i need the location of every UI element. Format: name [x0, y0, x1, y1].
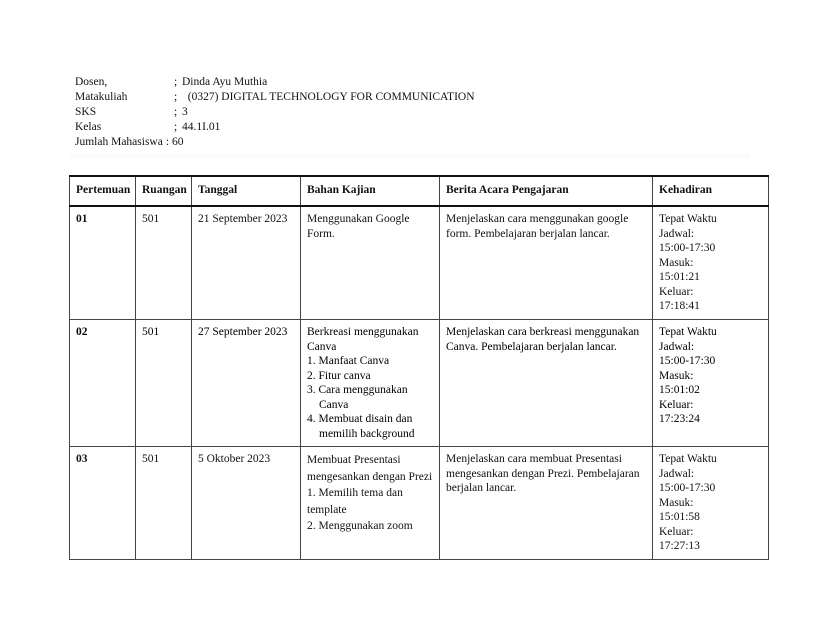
info-label: Kelas — [75, 121, 102, 133]
attendance-jadwal-label: Jadwal: — [659, 467, 695, 480]
cell-ruangan: 501 — [136, 206, 192, 320]
cell-ruangan: 501 — [136, 320, 192, 447]
column-header-tanggal: Tanggal — [192, 176, 301, 206]
info-separator: : — [165, 136, 170, 148]
cell-tanggal: 5 Oktober 2023 — [192, 447, 301, 560]
cell-kehadiran — [653, 320, 769, 447]
info-row-jumlah-mahasiswa — [75, 135, 475, 150]
info-value: 60 — [172, 136, 184, 148]
info-separator: ; — [174, 121, 178, 133]
bahan-kajian-text: Membuat Presentasi mengesankan dengan Prezi — [307, 454, 433, 483]
cell-tanggal: 21 September 2023 — [192, 206, 301, 320]
header-divider-band — [70, 154, 750, 164]
attendance-jadwal-label: Jadwal: — [659, 340, 695, 353]
topic-list — [307, 354, 433, 441]
info-row-sks — [75, 105, 475, 120]
cell-kehadiran — [653, 447, 769, 560]
table-row — [70, 447, 769, 560]
topic-list — [307, 485, 433, 535]
attendance-keluar-label: Keluar: — [659, 398, 694, 411]
info-row-dosen — [75, 75, 475, 90]
cell-bahan-kajian — [301, 206, 440, 320]
table-header-row — [70, 176, 769, 206]
list-item: 2. Fitur canva — [307, 369, 371, 382]
attendance-masuk: 15:01:58 — [659, 511, 700, 523]
table-row — [70, 320, 769, 447]
bahan-kajian-text: Menggunakan Google Form. — [307, 213, 410, 240]
info-value: 44.1I.01 — [182, 121, 221, 133]
info-separator: ; — [174, 106, 178, 118]
attendance-masuk-label: Masuk: — [659, 369, 694, 382]
cell-pertemuan: 03 — [70, 447, 136, 560]
column-header-ruangan: Ruangan — [136, 176, 192, 206]
list-item: 1. Manfaat Canva — [307, 355, 390, 367]
attendance-masuk: 15:01:21 — [659, 271, 700, 283]
cell-bahan-kajian — [301, 447, 440, 560]
schedule-table — [69, 175, 769, 560]
info-value: 3 — [182, 106, 188, 118]
attendance-jadwal: 15:00-17:30 — [659, 482, 716, 494]
bahan-kajian-text: Berkreasi menggunakan Canva — [307, 326, 419, 353]
attendance-keluar-label: Keluar: — [659, 285, 694, 298]
column-header-kehadiran: Kehadiran — [653, 176, 769, 206]
cell-berita-acara: Menjelaskan cara membuat Presentasi mengesankan dengan Prezi. Pembelajaran berjalan lancar. — [440, 447, 653, 560]
cell-ruangan: 501 — [136, 447, 192, 560]
list-item: 3. Cara menggunakan Canva — [307, 384, 408, 411]
list-item: 2. Menggunakan zoom — [307, 520, 413, 532]
cell-tanggal: 27 September 2023 — [192, 320, 301, 447]
info-row-matakuliah — [75, 90, 475, 105]
cell-bahan-kajian — [301, 320, 440, 447]
attendance-status: Tepat Waktu — [659, 453, 717, 465]
attendance-jadwal: 15:00-17:30 — [659, 242, 716, 254]
attendance-status: Tepat Waktu — [659, 326, 717, 338]
attendance-masuk-label: Masuk: — [659, 256, 694, 269]
attendance-masuk: 15:01:02 — [659, 384, 700, 396]
cell-berita-acara: Menjelaskan cara berkreasi menggunakan Canva. Pembelajaran berjalan lancar. — [440, 320, 653, 447]
list-item: 4. Membuat disain dan memilih background — [307, 413, 415, 440]
info-row-kelas — [75, 120, 475, 135]
column-header-berita-acara: Berita Acara Pengajaran — [440, 176, 653, 206]
course-info-header — [75, 75, 475, 150]
cell-kehadiran — [653, 206, 769, 320]
column-header-pertemuan: Pertemuan — [70, 176, 136, 206]
info-label: Jumlah Mahasiswa — [75, 136, 163, 148]
column-header-bahan-kajian: Bahan Kajian — [301, 176, 440, 206]
attendance-keluar: 17:23:24 — [659, 413, 700, 425]
table-row — [70, 206, 769, 320]
info-separator: ; — [174, 76, 178, 88]
cell-berita-acara: Menjelaskan cara menggunakan google form. Pembelajaran berjalan lancar. — [440, 206, 653, 320]
attendance-status: Tepat Waktu — [659, 213, 717, 225]
info-value: Dinda Ayu Muthia — [182, 76, 268, 88]
cell-pertemuan: 01 — [70, 206, 136, 320]
cell-pertemuan: 02 — [70, 320, 136, 447]
attendance-keluar: 17:27:13 — [659, 540, 700, 552]
attendance-jadwal-label: Jadwal: — [659, 227, 695, 240]
attendance-keluar-label: Keluar: — [659, 525, 694, 538]
list-item: 1. Memilih tema dan template — [307, 487, 403, 516]
info-label: Matakuliah — [75, 91, 128, 103]
info-label: Dosen, — [75, 76, 108, 88]
attendance-keluar: 17:18:41 — [659, 300, 700, 312]
info-label: SKS — [75, 106, 97, 118]
attendance-jadwal: 15:00-17:30 — [659, 355, 716, 367]
info-value: (0327) DIGITAL TECHNOLOGY FOR COMMUNICATION — [182, 91, 475, 103]
attendance-masuk-label: Masuk: — [659, 496, 694, 509]
info-separator: ; — [174, 91, 178, 103]
